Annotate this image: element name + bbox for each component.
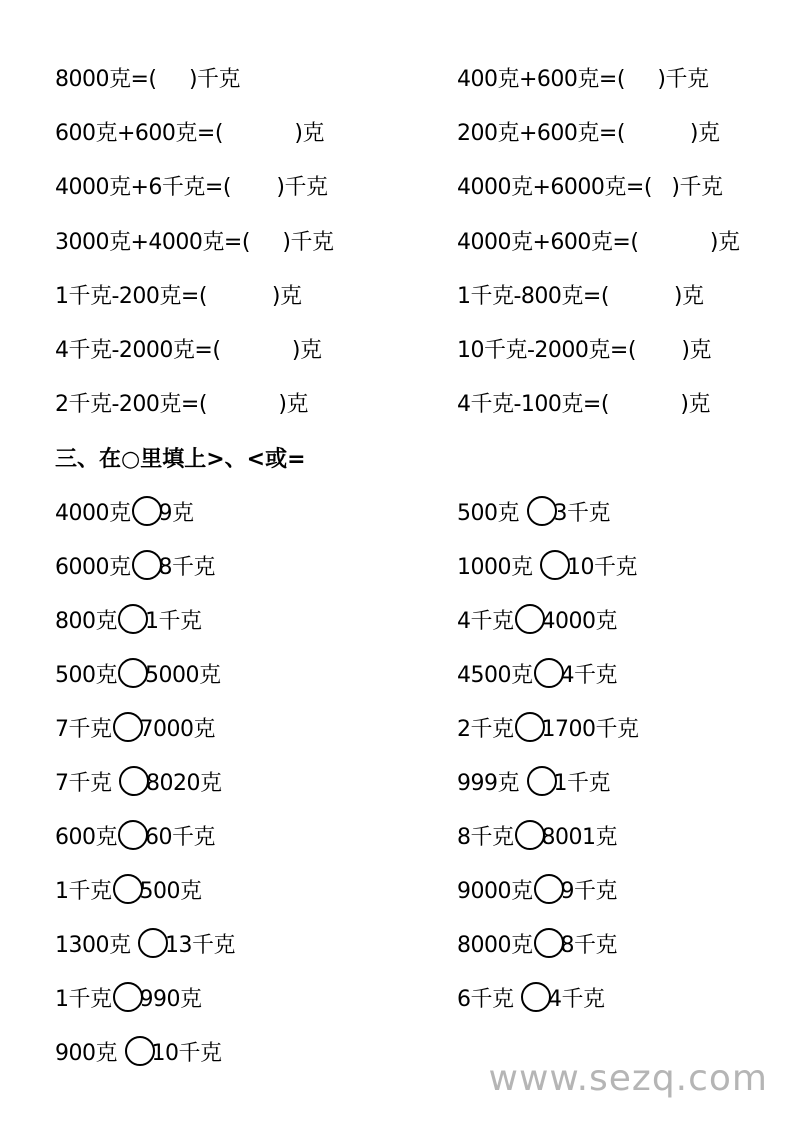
answer-circle[interactable] <box>521 982 551 1012</box>
left-operand: 1千克 <box>55 986 112 1012</box>
answer-circle[interactable] <box>113 982 143 1012</box>
answer-circle[interactable] <box>119 766 149 796</box>
right-operand: 4000克 <box>541 608 617 634</box>
left-operand: 4500克 <box>457 662 533 688</box>
conversion-problem: 200克+600克=( )克 <box>457 120 720 146</box>
left-operand: 6000克 <box>55 554 131 580</box>
left-operand: 1000克 <box>457 554 539 580</box>
right-operand: 8020克 <box>146 770 222 796</box>
conversion-problem: 1千克-200克=( )克 <box>55 283 302 309</box>
left-operand: 2千克 <box>457 716 514 742</box>
conversion-problem: 4000克+600克=( )克 <box>457 229 740 255</box>
conversion-problem: 3000克+4000克=( )千克 <box>55 229 334 255</box>
comparison-row <box>0 916 800 970</box>
conversion-row <box>0 267 800 321</box>
comparison-row <box>0 592 800 646</box>
left-operand: 9000克 <box>457 878 533 904</box>
left-operand: 4000克 <box>55 500 131 526</box>
comparison-problem <box>457 646 617 700</box>
right-operand: 1千克 <box>145 608 202 634</box>
conversion-problem: 10千克-2000克=( )克 <box>457 337 711 363</box>
answer-circle[interactable] <box>118 658 148 688</box>
answer-circle[interactable] <box>540 550 570 580</box>
comparison-problem <box>457 862 617 916</box>
comparison-problem <box>457 808 617 862</box>
answer-circle[interactable] <box>534 658 564 688</box>
comparison-problem <box>457 484 610 538</box>
conversion-row <box>0 213 800 267</box>
comparison-problem <box>457 538 637 592</box>
conversion-problem: 4000克+6千克=( )千克 <box>55 174 328 200</box>
right-operand: 5000克 <box>145 662 221 688</box>
answer-circle[interactable] <box>132 550 162 580</box>
conversion-problem: 400克+600克=( )千克 <box>457 66 709 92</box>
right-operand: 1700千克 <box>541 716 639 742</box>
left-operand: 800克 <box>55 608 117 634</box>
left-operand: 1300克 <box>55 932 137 958</box>
comparison-row <box>0 970 800 1024</box>
conversion-problem: 2千克-200克=( )克 <box>55 391 308 417</box>
conversion-row <box>0 50 800 104</box>
comparison-problem <box>55 1024 222 1078</box>
answer-circle[interactable] <box>132 496 162 526</box>
comparison-problem <box>55 916 235 970</box>
right-operand: 10千克 <box>566 554 637 580</box>
conversion-row <box>0 321 800 375</box>
left-operand: 500克 <box>55 662 117 688</box>
answer-circle[interactable] <box>118 604 148 634</box>
answer-circle[interactable] <box>113 712 143 742</box>
right-operand: 7000克 <box>139 716 215 742</box>
comparison-problem <box>457 970 605 1024</box>
answer-circle[interactable] <box>515 820 545 850</box>
conversion-problem: 4千克-100克=( )克 <box>457 391 710 417</box>
answer-circle[interactable] <box>534 874 564 904</box>
left-operand: 8千克 <box>457 824 514 850</box>
answer-circle[interactable] <box>515 604 545 634</box>
answer-circle[interactable] <box>534 928 564 958</box>
comparison-row <box>0 484 800 538</box>
left-operand: 500克 <box>457 500 526 526</box>
answer-circle[interactable] <box>527 766 557 796</box>
conversion-problem: 600克+600克=( )克 <box>55 120 324 146</box>
left-operand: 8000克 <box>457 932 533 958</box>
conversion-problem: 1千克-800克=( )克 <box>457 283 704 309</box>
answer-circle[interactable] <box>138 928 168 958</box>
conversion-row <box>0 375 800 429</box>
comparison-row <box>0 700 800 754</box>
answer-circle[interactable] <box>113 874 143 904</box>
right-operand: 9克 <box>158 500 194 526</box>
right-operand: 990克 <box>139 986 202 1012</box>
comparison-problem <box>457 916 617 970</box>
answer-circle[interactable] <box>527 496 557 526</box>
right-operand: 13千克 <box>164 932 235 958</box>
comparison-problem <box>55 862 202 916</box>
comparison-row <box>0 538 800 592</box>
comparison-row <box>0 646 800 700</box>
left-operand: 6千克 <box>457 986 520 1012</box>
left-operand: 1千克 <box>55 878 112 904</box>
comparison-row <box>0 808 800 862</box>
right-operand: 60千克 <box>145 824 215 850</box>
comparison-problem <box>55 700 215 754</box>
left-operand: 999克 <box>457 770 526 796</box>
conversion-problem: 8000克=( )千克 <box>55 66 241 92</box>
answer-circle[interactable] <box>515 712 545 742</box>
left-operand: 7千克 <box>55 770 118 796</box>
comparison-problem <box>55 592 202 646</box>
right-operand: 1千克 <box>553 770 610 796</box>
left-operand: 900克 <box>55 1040 124 1066</box>
left-operand: 600克 <box>55 824 117 850</box>
comparison-row <box>0 862 800 916</box>
right-operand: 10千克 <box>151 1040 222 1066</box>
comparison-problem <box>55 808 215 862</box>
right-operand: 3千克 <box>553 500 610 526</box>
comparison-problem <box>55 754 222 808</box>
comparison-row <box>0 754 800 808</box>
comparison-problem <box>55 484 194 538</box>
right-operand: 4千克 <box>560 662 617 688</box>
left-operand: 4千克 <box>457 608 514 634</box>
conversion-problem: 4000克+6000克=( )千克 <box>457 174 723 200</box>
right-operand: 8001克 <box>541 824 617 850</box>
section-title: 三、在○里填上>、<或= <box>55 446 306 472</box>
conversion-row <box>0 104 800 158</box>
comparison-problem <box>55 646 221 700</box>
answer-circle[interactable] <box>125 1036 155 1066</box>
watermark: www.sezq.com <box>488 1058 768 1099</box>
comparison-problem <box>457 700 639 754</box>
right-operand: 8千克 <box>560 932 617 958</box>
conversion-row <box>0 158 800 212</box>
comparison-problem <box>55 538 215 592</box>
right-operand: 500克 <box>139 878 202 904</box>
comparison-problem <box>55 970 202 1024</box>
comparison-problem <box>457 754 610 808</box>
right-operand: 4千克 <box>548 986 605 1012</box>
answer-circle[interactable] <box>118 820 148 850</box>
right-operand: 8千克 <box>158 554 215 580</box>
comparison-problem <box>457 592 617 646</box>
right-operand: 9千克 <box>560 878 617 904</box>
conversion-problem: 4千克-2000克=( )克 <box>55 337 322 363</box>
left-operand: 7千克 <box>55 716 112 742</box>
